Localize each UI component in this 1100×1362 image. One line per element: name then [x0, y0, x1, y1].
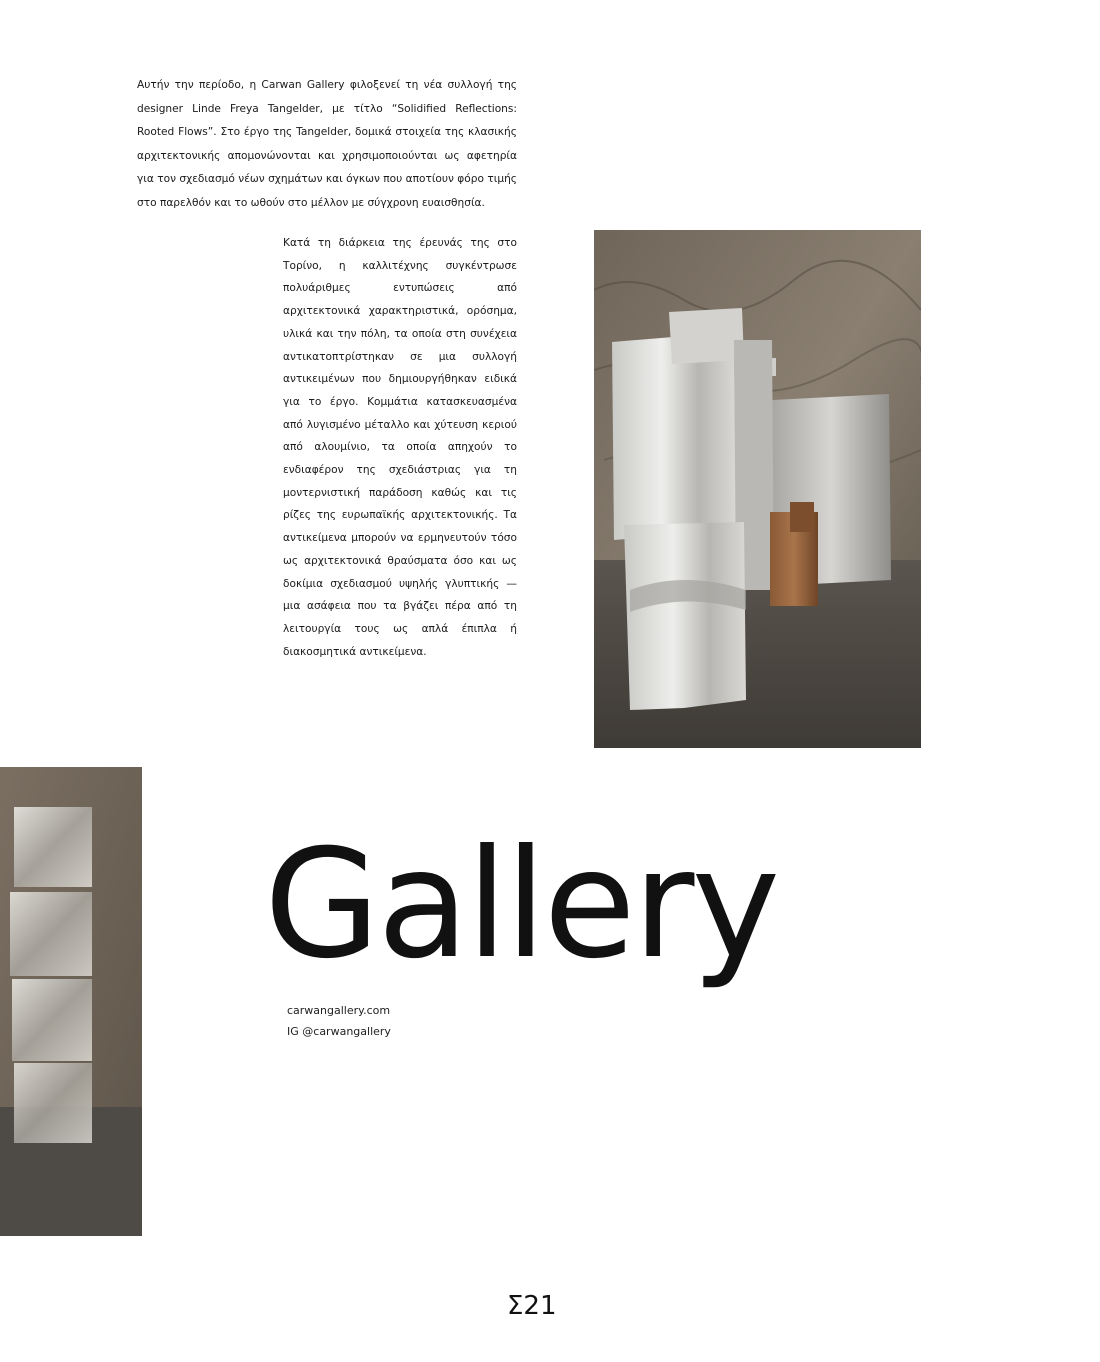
intro-paragraph: Αυτήν την περίοδο, η Carwan Gallery φιλοξενεί τη νέα συλλογή της designer Linde Freya Tangelder, με τίτλο “Solidified Reflections: Rooted Flows”. Στο έργο της Tangelder, δομικά στοιχεία της κλασικής αρχιτεκτονικής απομονώνονται και χρησιμοποιούνται ως αφετηρία για τον σχεδιασμό νέων σχημάτων και όγκων που αποτίουν φόρο τιμής στο παρελθόν και το ωθούν στο μέλλον με σύγχρονη ευαισθησία. — [137, 79, 517, 209]
body-paragraph: Κατά τη διάρκεια της έρευνάς της στο Τορίνο, η καλλιτέχνης συγκέντρωσε πολυάριθμες εντυπώσεις από αρχιτεκτονικά χαρακτηριστικά, ορόσημα, υλικά και την πόλη, τα οποία στη συνέχεια αντικατοπτρίστηκαν σε μια συλλογή αντικειμένων που δημιουργήθηκαν ειδικά για το έργο. Κομμάτια κατασκευασμένα από λυγισμένο μέταλλο και χύτευση κεριού από αλουμίνιο, τα οποία απηχούν το ενδιαφέρον της σχεδιάστριας για τη μοντερνιστική παράδοση καθώς και τις ρίζες της ευρωπαϊκής αρχιτεκτονικής. Τα αντικείμενα μπορούν να ερμηνευτούν τόσο ως αρχιτεκτονικά θραύσματα όσο και ως δοκίμια σχεδιασμού υψηλής γλυπτικής — μια ασάφεια που τα βγάζει πέρα από τη λειτουργία τους ως απλά έπιπλα ή διακοσμητικά αντικείμενα. — [283, 237, 517, 658]
contact-links — [287, 1000, 391, 1042]
page-number: Σ21 — [507, 1291, 557, 1321]
instagram-handle[interactable]: IG @carwangallery — [287, 1025, 391, 1038]
section-heading: Gallery — [264, 818, 778, 992]
website-link[interactable]: carwangallery.com — [287, 1004, 391, 1017]
sculpture-photo — [594, 230, 921, 748]
glass-blocks-photo — [0, 767, 142, 1236]
